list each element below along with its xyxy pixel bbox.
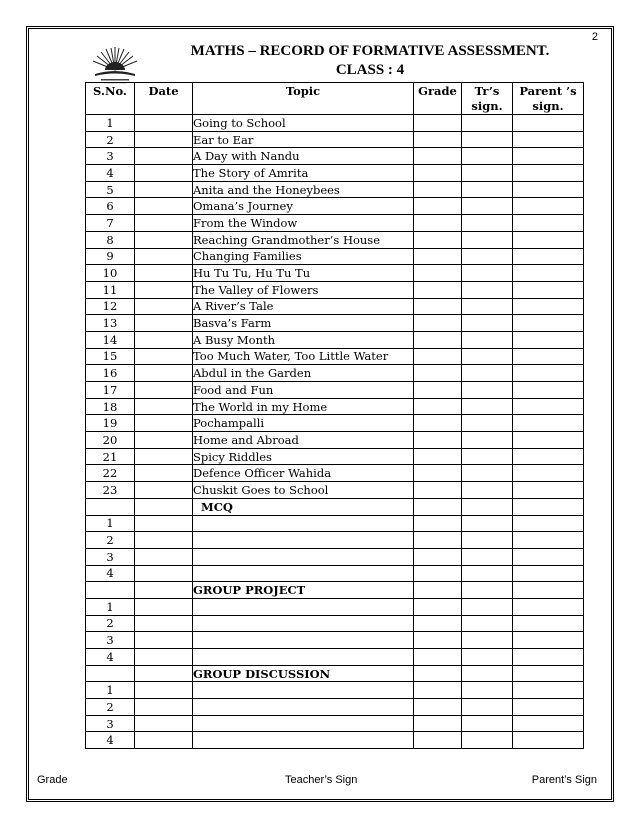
date-cell — [135, 198, 193, 215]
topic-cell: Omana’s Journey — [193, 198, 414, 215]
parent-sign-cell — [513, 398, 584, 415]
section-label: GROUP DISCUSSION — [193, 665, 414, 682]
parent-sign-cell — [513, 215, 584, 232]
topic-cell: The World in my Home — [193, 398, 414, 415]
parent-sign-cell — [513, 365, 584, 382]
date-cell — [135, 331, 193, 348]
parent-sign-cell — [513, 148, 584, 165]
topic-cell: Chuskit Goes to School — [193, 482, 414, 499]
parent-sign-cell — [513, 382, 584, 399]
date-cell — [135, 465, 193, 482]
date-cell — [135, 382, 193, 399]
teacher-sign-cell — [462, 598, 513, 615]
topic-cell: The Valley of Flowers — [193, 281, 414, 298]
parent-sign-cell — [513, 432, 584, 449]
grade-cell — [414, 215, 462, 232]
table-row — [86, 465, 584, 482]
grade-cell — [414, 165, 462, 182]
grade-cell — [414, 615, 462, 632]
section-header-row — [86, 582, 584, 599]
section-label: MCQ — [193, 498, 414, 515]
teacher-sign-cell — [462, 148, 513, 165]
sno-cell: 5 — [86, 181, 135, 198]
sno-cell: 13 — [86, 315, 135, 332]
teacher-sign-cell — [462, 131, 513, 148]
table-row — [86, 315, 584, 332]
footer-teacher-sign: Teacher’s Sign — [285, 774, 358, 786]
parent-sign-cell — [513, 198, 584, 215]
table-row — [86, 548, 584, 565]
table-header-row — [86, 83, 584, 115]
date-cell — [135, 582, 193, 599]
topic-cell — [193, 632, 414, 649]
sno-cell: 1 — [86, 515, 135, 532]
sno-cell: 3 — [86, 715, 135, 732]
teacher-sign-cell — [462, 548, 513, 565]
teacher-sign-cell — [462, 682, 513, 699]
teacher-sign-cell — [462, 465, 513, 482]
teacher-sign-cell — [462, 348, 513, 365]
parent-sign-cell — [513, 348, 584, 365]
parent-sign-cell — [513, 231, 584, 248]
footer-grade: Grade — [37, 774, 68, 786]
topic-cell: The Story of Amrita — [193, 165, 414, 182]
column-header-parent-sign: Parent ’s sign. — [513, 83, 584, 115]
grade-cell — [414, 498, 462, 515]
parent-sign-cell — [513, 498, 584, 515]
grade-cell — [414, 348, 462, 365]
parent-sign-cell — [513, 331, 584, 348]
section-header-row — [86, 498, 584, 515]
parent-sign-cell — [513, 415, 584, 432]
topic-cell: Defence Officer Wahida — [193, 465, 414, 482]
teacher-sign-cell — [462, 615, 513, 632]
topic-cell — [193, 682, 414, 699]
grade-cell — [414, 115, 462, 132]
teacher-sign-cell — [462, 699, 513, 716]
date-cell — [135, 482, 193, 499]
grade-cell — [414, 198, 462, 215]
teacher-sign-cell — [462, 632, 513, 649]
sno-cell — [86, 498, 135, 515]
grade-cell — [414, 565, 462, 582]
date-cell — [135, 682, 193, 699]
document-title: MATHS – RECORD OF FORMATIVE ASSESSMENT. — [190, 43, 550, 59]
assessment-table — [85, 82, 584, 749]
teacher-sign-cell — [462, 215, 513, 232]
table-row — [86, 615, 584, 632]
parent-sign-cell — [513, 649, 584, 666]
topic-cell: A Busy Month — [193, 331, 414, 348]
topic-cell: A Day with Nandu — [193, 148, 414, 165]
date-cell — [135, 131, 193, 148]
date-cell — [135, 432, 193, 449]
sno-cell: 9 — [86, 248, 135, 265]
table-row — [86, 215, 584, 232]
sno-cell: 14 — [86, 331, 135, 348]
table-row — [86, 298, 584, 315]
date-cell — [135, 715, 193, 732]
table-row — [86, 365, 584, 382]
grade-cell — [414, 382, 462, 399]
parent-sign-cell — [513, 315, 584, 332]
sno-cell: 23 — [86, 482, 135, 499]
grade-cell — [414, 315, 462, 332]
date-cell — [135, 699, 193, 716]
table-row — [86, 331, 584, 348]
parent-sign-cell — [513, 548, 584, 565]
topic-cell — [193, 715, 414, 732]
sno-cell: 1 — [86, 115, 135, 132]
date-cell — [135, 165, 193, 182]
table-row — [86, 682, 584, 699]
parent-sign-cell — [513, 632, 584, 649]
grade-cell — [414, 298, 462, 315]
parent-sign-cell — [513, 131, 584, 148]
sno-cell: 4 — [86, 565, 135, 582]
sno-cell: 2 — [86, 699, 135, 716]
table-row — [86, 565, 584, 582]
sno-cell: 4 — [86, 165, 135, 182]
grade-cell — [414, 448, 462, 465]
teacher-sign-cell — [462, 115, 513, 132]
teacher-sign-cell — [462, 298, 513, 315]
sno-cell: 2 — [86, 615, 135, 632]
teacher-sign-cell — [462, 715, 513, 732]
grade-cell — [414, 131, 462, 148]
table-row — [86, 398, 584, 415]
date-cell — [135, 665, 193, 682]
table-row — [86, 532, 584, 549]
date-cell — [135, 398, 193, 415]
grade-cell — [414, 265, 462, 282]
date-cell — [135, 181, 193, 198]
teacher-sign-cell — [462, 331, 513, 348]
date-cell — [135, 615, 193, 632]
parent-sign-cell — [513, 515, 584, 532]
table-row — [86, 115, 584, 132]
grade-cell — [414, 649, 462, 666]
table-row — [86, 248, 584, 265]
table-row — [86, 348, 584, 365]
grade-cell — [414, 598, 462, 615]
teacher-sign-cell — [462, 181, 513, 198]
grade-cell — [414, 398, 462, 415]
sno-cell: 2 — [86, 532, 135, 549]
sno-cell: 3 — [86, 548, 135, 565]
parent-sign-cell — [513, 265, 584, 282]
teacher-sign-cell — [462, 248, 513, 265]
topic-cell: Anita and the Honeybees — [193, 181, 414, 198]
table-row — [86, 632, 584, 649]
date-cell — [135, 315, 193, 332]
teacher-sign-cell — [462, 165, 513, 182]
topic-cell: Spicy Riddles — [193, 448, 414, 465]
parent-sign-cell — [513, 281, 584, 298]
date-cell — [135, 498, 193, 515]
topic-cell — [193, 548, 414, 565]
topic-cell — [193, 699, 414, 716]
topic-cell: A River’s Tale — [193, 298, 414, 315]
date-cell — [135, 565, 193, 582]
grade-cell — [414, 432, 462, 449]
sno-cell: 16 — [86, 365, 135, 382]
grade-cell — [414, 548, 462, 565]
parent-sign-cell — [513, 565, 584, 582]
date-cell — [135, 415, 193, 432]
sno-cell: 19 — [86, 415, 135, 432]
column-header-topic: Topic — [193, 83, 414, 115]
footer-parent-sign: Parent’s Sign — [531, 774, 597, 786]
sno-cell: 4 — [86, 732, 135, 749]
table-row — [86, 265, 584, 282]
teacher-sign-cell — [462, 732, 513, 749]
topic-cell: Going to School — [193, 115, 414, 132]
sno-cell: 17 — [86, 382, 135, 399]
grade-cell — [414, 515, 462, 532]
grade-cell — [414, 415, 462, 432]
table-row — [86, 482, 584, 499]
date-cell — [135, 598, 193, 615]
parent-sign-cell — [513, 682, 584, 699]
grade-cell — [414, 365, 462, 382]
sno-cell: 18 — [86, 398, 135, 415]
page-number: 2 — [591, 31, 598, 43]
topic-cell: Changing Families — [193, 248, 414, 265]
parent-sign-cell — [513, 181, 584, 198]
teacher-sign-cell — [462, 482, 513, 499]
grade-cell — [414, 532, 462, 549]
sno-cell: 3 — [86, 148, 135, 165]
sno-cell: 22 — [86, 465, 135, 482]
grade-cell — [414, 699, 462, 716]
grade-cell — [414, 715, 462, 732]
table-row — [86, 715, 584, 732]
topic-cell: Ear to Ear — [193, 131, 414, 148]
topic-cell: Reaching Grandmother’s House — [193, 231, 414, 248]
teacher-sign-cell — [462, 498, 513, 515]
date-cell — [135, 448, 193, 465]
class-label: CLASS : 4 — [335, 62, 405, 78]
table-row — [86, 515, 584, 532]
topic-cell: Food and Fun — [193, 382, 414, 399]
section-header-row — [86, 665, 584, 682]
sno-cell: 7 — [86, 215, 135, 232]
parent-sign-cell — [513, 699, 584, 716]
table-row — [86, 131, 584, 148]
date-cell — [135, 281, 193, 298]
date-cell — [135, 548, 193, 565]
grade-cell — [414, 582, 462, 599]
teacher-sign-cell — [462, 665, 513, 682]
grade-cell — [414, 682, 462, 699]
topic-cell: Abdul in the Garden — [193, 365, 414, 382]
grade-cell — [414, 181, 462, 198]
date-cell — [135, 115, 193, 132]
topic-cell: Home and Abroad — [193, 432, 414, 449]
teacher-sign-cell — [462, 448, 513, 465]
sno-cell: 3 — [86, 632, 135, 649]
parent-sign-cell — [513, 598, 584, 615]
topic-cell: Hu Tu Tu, Hu Tu Tu — [193, 265, 414, 282]
column-header-grade: Grade — [414, 83, 462, 115]
date-cell — [135, 732, 193, 749]
column-header-date: Date — [135, 83, 193, 115]
topic-cell: Basva’s Farm — [193, 315, 414, 332]
teacher-sign-cell — [462, 315, 513, 332]
sno-cell — [86, 665, 135, 682]
date-cell — [135, 649, 193, 666]
teacher-sign-cell — [462, 432, 513, 449]
date-cell — [135, 248, 193, 265]
sno-cell: 1 — [86, 682, 135, 699]
sno-cell — [86, 582, 135, 599]
grade-cell — [414, 632, 462, 649]
teacher-sign-cell — [462, 532, 513, 549]
table-row — [86, 699, 584, 716]
table-row — [86, 165, 584, 182]
sno-cell: 10 — [86, 265, 135, 282]
teacher-sign-cell — [462, 398, 513, 415]
topic-cell — [193, 649, 414, 666]
table-row — [86, 281, 584, 298]
parent-sign-cell — [513, 582, 584, 599]
parent-sign-cell — [513, 532, 584, 549]
sno-cell: 8 — [86, 231, 135, 248]
section-label: GROUP PROJECT — [193, 582, 414, 599]
teacher-sign-cell — [462, 565, 513, 582]
topic-cell — [193, 598, 414, 615]
column-header-sno: S.No. — [86, 83, 135, 115]
topic-cell — [193, 515, 414, 532]
parent-sign-cell — [513, 665, 584, 682]
date-cell — [135, 348, 193, 365]
sno-cell: 12 — [86, 298, 135, 315]
table-row — [86, 415, 584, 432]
topic-cell — [193, 565, 414, 582]
teacher-sign-cell — [462, 515, 513, 532]
parent-sign-cell — [513, 465, 584, 482]
topic-cell — [193, 615, 414, 632]
teacher-sign-cell — [462, 415, 513, 432]
grade-cell — [414, 281, 462, 298]
grade-cell — [414, 482, 462, 499]
parent-sign-cell — [513, 732, 584, 749]
topic-cell: From the Window — [193, 215, 414, 232]
table-row — [86, 181, 584, 198]
table-row — [86, 231, 584, 248]
table-row — [86, 198, 584, 215]
sno-cell: 4 — [86, 649, 135, 666]
grade-cell — [414, 248, 462, 265]
sno-cell: 15 — [86, 348, 135, 365]
teacher-sign-cell — [462, 281, 513, 298]
topic-cell: Too Much Water, Too Little Water — [193, 348, 414, 365]
sno-cell: 2 — [86, 131, 135, 148]
grade-cell — [414, 732, 462, 749]
date-cell — [135, 632, 193, 649]
parent-sign-cell — [513, 448, 584, 465]
table-row — [86, 382, 584, 399]
topic-cell — [193, 532, 414, 549]
date-cell — [135, 265, 193, 282]
sno-cell: 20 — [86, 432, 135, 449]
date-cell — [135, 515, 193, 532]
sno-cell: 1 — [86, 598, 135, 615]
date-cell — [135, 298, 193, 315]
teacher-sign-cell — [462, 265, 513, 282]
parent-sign-cell — [513, 248, 584, 265]
grade-cell — [414, 148, 462, 165]
table-row — [86, 649, 584, 666]
parent-sign-cell — [513, 482, 584, 499]
grade-cell — [414, 331, 462, 348]
date-cell — [135, 231, 193, 248]
teacher-sign-cell — [462, 382, 513, 399]
teacher-sign-cell — [462, 198, 513, 215]
topic-cell — [193, 732, 414, 749]
parent-sign-cell — [513, 298, 584, 315]
parent-sign-cell — [513, 615, 584, 632]
teacher-sign-cell — [462, 365, 513, 382]
teacher-sign-cell — [462, 231, 513, 248]
date-cell — [135, 148, 193, 165]
column-header-teacher-sign: Tr’s sign. — [462, 83, 513, 115]
grade-cell — [414, 465, 462, 482]
topic-cell: Pochampalli — [193, 415, 414, 432]
parent-sign-cell — [513, 715, 584, 732]
table-row — [86, 598, 584, 615]
sno-cell: 11 — [86, 281, 135, 298]
table-row — [86, 148, 584, 165]
sno-cell: 21 — [86, 448, 135, 465]
table-row — [86, 448, 584, 465]
date-cell — [135, 532, 193, 549]
teacher-sign-cell — [462, 582, 513, 599]
sno-cell: 6 — [86, 198, 135, 215]
parent-sign-cell — [513, 165, 584, 182]
parent-sign-cell — [513, 115, 584, 132]
teacher-sign-cell — [462, 649, 513, 666]
table-row — [86, 432, 584, 449]
grade-cell — [414, 231, 462, 248]
school-emblem-icon — [87, 46, 143, 86]
grade-cell — [414, 665, 462, 682]
date-cell — [135, 365, 193, 382]
table-row — [86, 732, 584, 749]
date-cell — [135, 215, 193, 232]
